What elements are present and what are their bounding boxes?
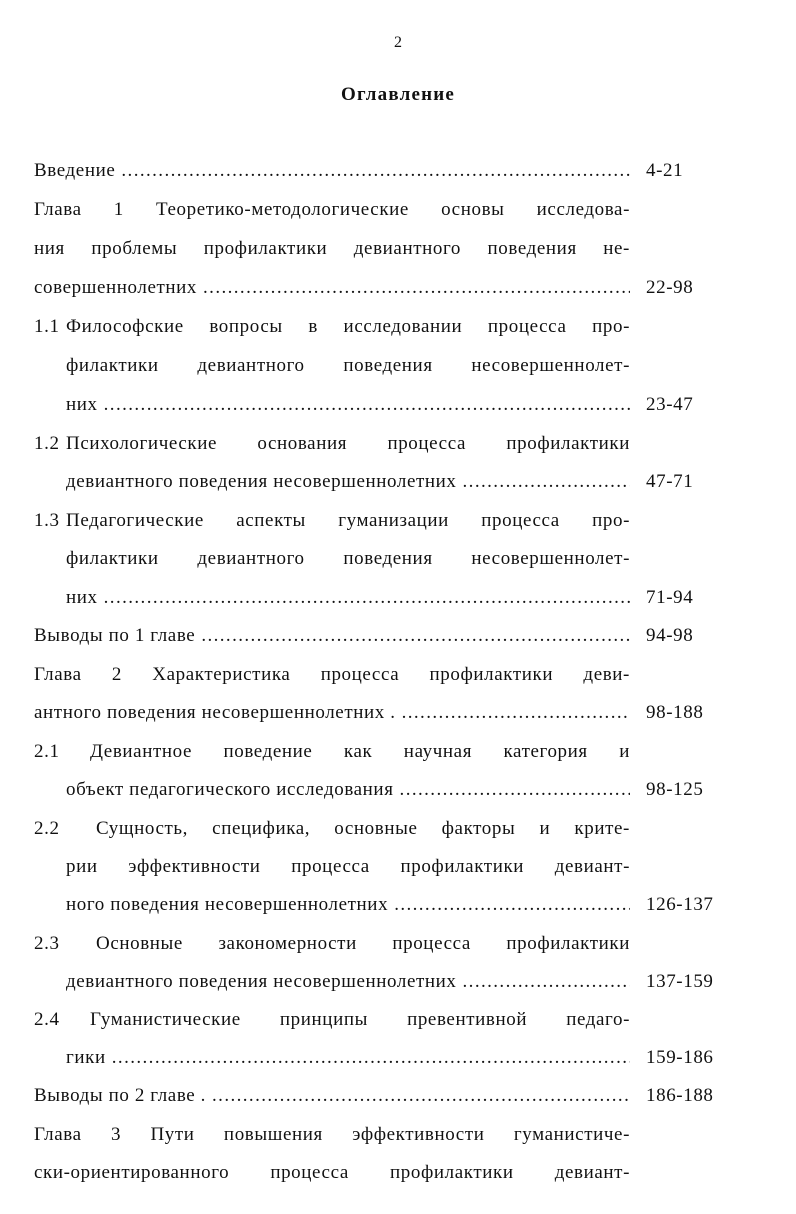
toc-page-range: 98-125 — [646, 779, 704, 800]
toc-entry-section-2-2[interactable] — [34, 815, 630, 843]
toc-entry-section-1-2[interactable] — [34, 430, 630, 458]
toc-entry-line — [66, 584, 630, 612]
toc-entry-chapter-2[interactable]: Глава 2 Характеристика процесса профилактики деви- — [34, 664, 630, 685]
leader-dots — [121, 157, 630, 185]
toc-entry-text: девиантного поведения несовершеннолетних — [66, 971, 457, 992]
toc-entry-text: Введение — [34, 160, 116, 181]
toc-page-range: 98-188 — [646, 702, 704, 723]
toc-entry-text: Выводы по 1 главе — [34, 625, 196, 646]
toc-entry-section-2-1[interactable] — [34, 738, 630, 766]
section-number: 2.2 — [34, 818, 60, 839]
toc-page-range: 159-186 — [646, 1047, 714, 1068]
leader-dots — [212, 1082, 630, 1110]
toc-entry-line: филактики девиантного поведения несовершеннолет- — [66, 355, 630, 376]
toc-entry-line: ски-ориентированного процесса профилактики девиант- — [34, 1162, 630, 1183]
toc-entry-line — [66, 891, 630, 919]
toc-entry-introduction[interactable] — [34, 157, 630, 185]
leader-dots — [394, 891, 630, 919]
leader-dots — [203, 274, 630, 302]
leader-dots — [463, 968, 630, 996]
toc-entry-line — [34, 699, 630, 727]
toc-page-range: 22-98 — [646, 277, 694, 298]
toc-entry-conclusions-1[interactable] — [34, 622, 630, 650]
leader-dots — [400, 776, 630, 804]
toc-entry-text: антного поведения несовершеннолетних . — [34, 702, 396, 723]
toc-entry-section-1-1[interactable] — [34, 313, 630, 341]
page-number: 2 — [394, 34, 402, 51]
section-number: 2.1 — [34, 741, 60, 762]
section-number: 2.4 — [34, 1009, 60, 1030]
toc-page-range: 23-47 — [646, 394, 694, 415]
toc-entry-text: Основные закономерности процесса профилактики — [96, 933, 630, 954]
toc-entry-line — [66, 1044, 630, 1072]
toc-page-range: 94-98 — [646, 625, 694, 646]
toc-page-range: 126-137 — [646, 894, 714, 915]
toc-entry-conclusions-2[interactable] — [34, 1082, 630, 1110]
toc-entry-text: Философские вопросы в исследовании процесса про- — [66, 316, 630, 337]
leader-dots — [402, 699, 630, 727]
toc-entry-line — [34, 274, 630, 302]
toc-entry-line — [66, 968, 630, 996]
toc-page-range: 186-188 — [646, 1085, 714, 1106]
toc-entry-section-2-3[interactable] — [34, 930, 630, 958]
leader-dots — [463, 468, 630, 496]
toc-entry-line: филактики девиантного поведения несовершеннолет- — [66, 548, 630, 569]
toc-entry-text: Гуманистические принципы превентивной педаго- — [90, 1009, 630, 1030]
section-number: 1.1 — [34, 316, 60, 337]
toc-entry-line — [66, 776, 630, 804]
leader-dots — [201, 622, 630, 650]
toc-entry-chapter-1[interactable]: Глава 1 Теоретико-методологические основы исследова- — [34, 199, 630, 220]
toc-entry-text: Девиантное поведение как научная категория и — [90, 741, 630, 762]
toc-title: Оглавление — [340, 84, 456, 105]
toc-entry-chapter-3[interactable]: Глава 3 Пути повышения эффективности гуманистиче- — [34, 1124, 630, 1145]
toc-entry-line — [66, 391, 630, 419]
section-number: 1.2 — [34, 433, 60, 454]
toc-entry-text: них — [66, 394, 98, 415]
toc-page-range: 4-21 — [646, 160, 684, 181]
section-number: 2.3 — [34, 933, 60, 954]
leader-dots — [104, 391, 630, 419]
toc-entry-line: ния проблемы профилактики девиантного поведения не- — [34, 238, 630, 259]
toc-entry-line — [66, 468, 630, 496]
toc-page-range: 137-159 — [646, 971, 714, 992]
toc-page-range: 47-71 — [646, 471, 694, 492]
section-number: 1.3 — [34, 510, 60, 531]
toc-entry-text: них — [66, 587, 98, 608]
toc-entry-text: Сущность, специфика, основные факторы и крите- — [96, 818, 630, 839]
toc-entry-text: ного поведения несовершеннолетних — [66, 894, 389, 915]
toc-entry-text: девиантного поведения несовершеннолетних — [66, 471, 457, 492]
toc-entry-text: Выводы по 2 главе . — [34, 1085, 207, 1106]
toc-page-range: 71-94 — [646, 587, 694, 608]
toc-entry-text: совершеннолетних — [34, 277, 198, 298]
toc-entry-text: Психологические основания процесса профилактики — [66, 433, 630, 454]
toc-entry-text: гики — [66, 1047, 106, 1068]
toc-entry-text: объект педагогического исследования — [66, 779, 394, 800]
leader-dots — [104, 584, 630, 612]
toc-entry-text: Педагогические аспекты гуманизации процесса про- — [66, 510, 630, 531]
toc-entry-line: рии эффективности процесса профилактики девиант- — [66, 856, 630, 877]
toc-entry-section-2-4[interactable] — [34, 1006, 630, 1034]
leader-dots — [112, 1044, 630, 1072]
toc-entry-section-1-3[interactable] — [34, 507, 630, 535]
